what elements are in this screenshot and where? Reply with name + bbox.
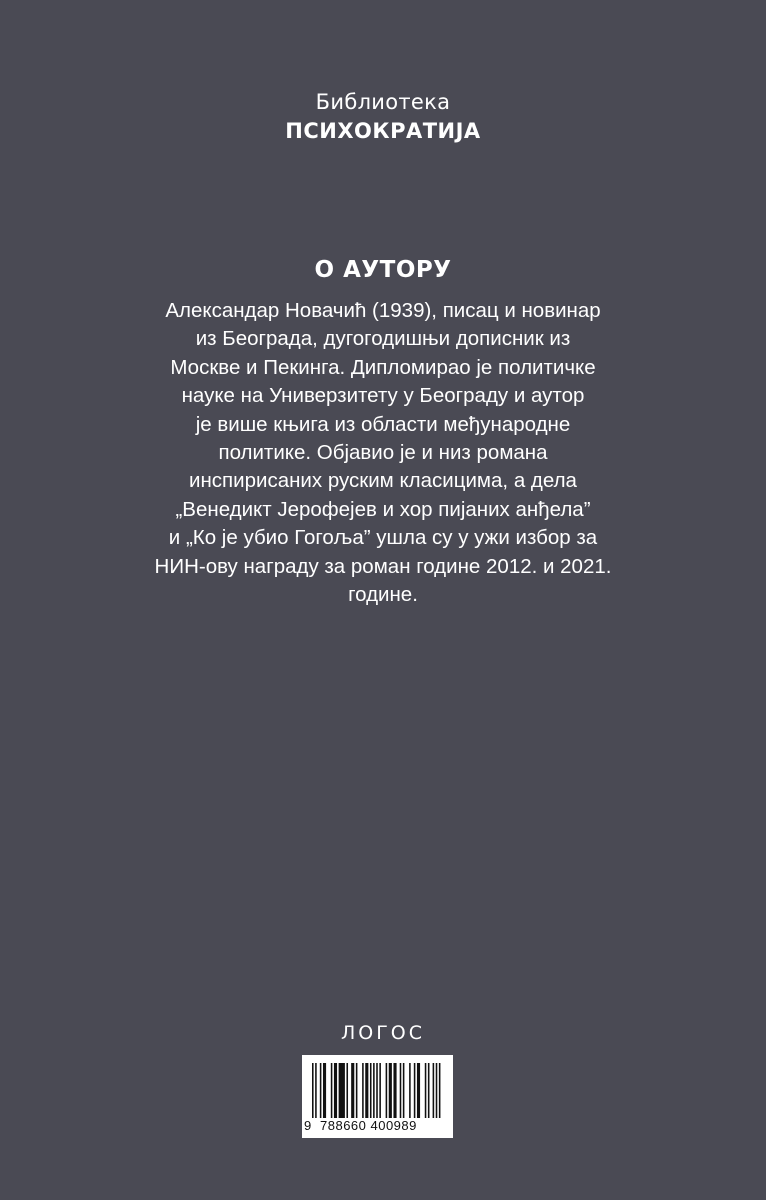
publisher-logo: ЛОГОС [340, 1022, 426, 1044]
about-text-line: Александар Новачић (1939), писац и новинар [165, 299, 601, 322]
isbn-barcode [302, 1055, 453, 1138]
about-text-line: Москве и Пекинга. Дипломирао је политичке [170, 355, 596, 379]
barcode-first-digit: 9 [304, 1118, 312, 1133]
about-text-line: „Венедикт Јерофејев и хор пијаних анђела” [175, 497, 591, 521]
about-text-line: и „Ко је убио Гогоља” ушла су у ужи избор за [168, 526, 598, 550]
about-text-line: политике. Објавио је и низ романа [218, 441, 548, 465]
barcode-digits: 788660 400989 [320, 1118, 417, 1133]
about-text-line: из Београда, дугогодишњи дописник из [195, 327, 571, 351]
series-name: ПСИХОКРАТИЈА [285, 119, 481, 143]
about-text-line: науке на Универзитету у Београду и аутор [181, 384, 585, 408]
about-text-line: године. [348, 583, 418, 607]
about-text-line: инспирисаних руским класицима, а дела [189, 469, 577, 493]
about-text-line: НИН-ову награду за роман године 2012. и 2021. [154, 554, 612, 578]
about-author-heading: О АУТОРУ [314, 257, 452, 283]
series-label: Библиотека [315, 90, 451, 114]
about-text-line: је више књига из области међународне [195, 412, 571, 436]
barcode-number [302, 1117, 453, 1135]
barcode-bars [312, 1063, 442, 1118]
about-author-text [0, 297, 766, 609]
